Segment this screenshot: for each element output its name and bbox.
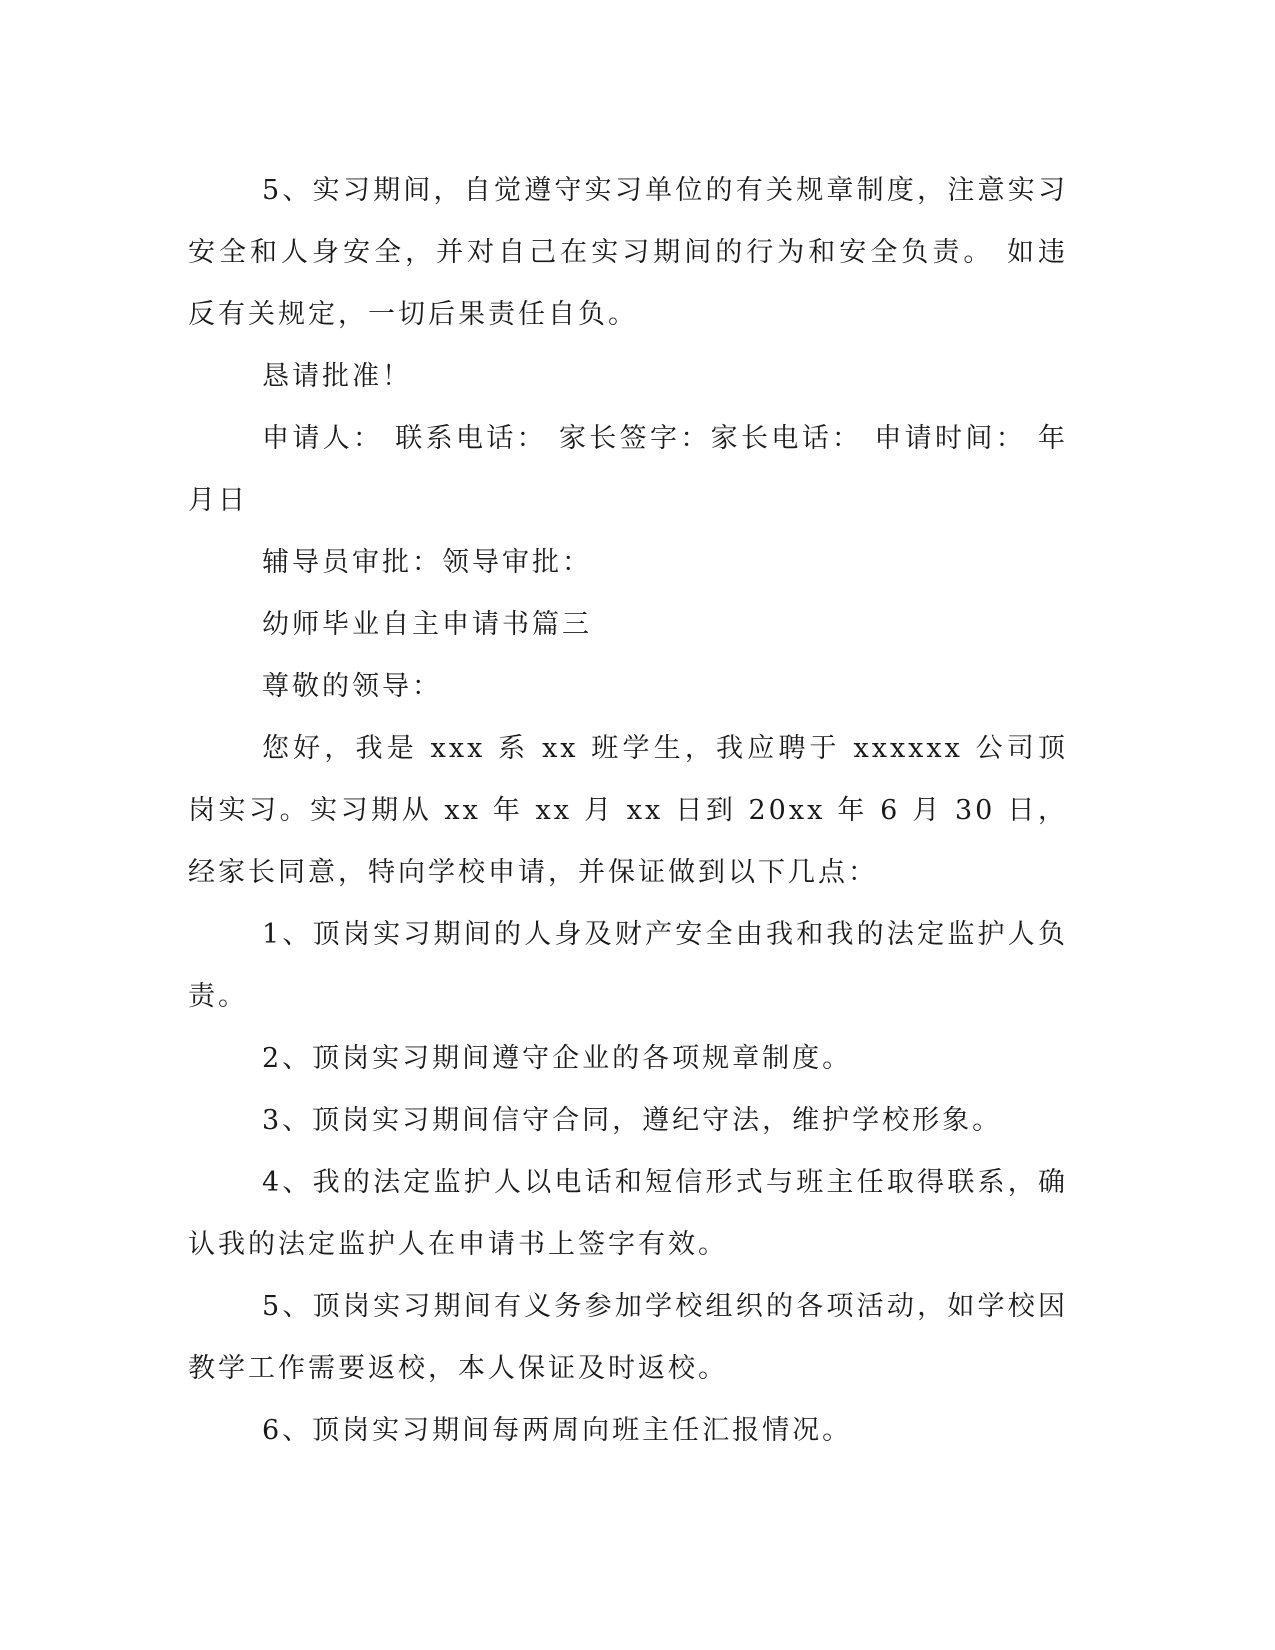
section-title: 幼师毕业自主申请书篇三 — [262, 609, 592, 640]
paragraph-item-1: 1、顶岗实习期间的人身及财产安全由我和我的法定监护人负责。 — [188, 919, 1068, 1012]
salutation: 尊敬的领导： — [262, 671, 442, 702]
paragraph-item-3: 3、顶岗实习期间信守合同，遵纪守法，维护学校形象。 — [262, 1105, 1003, 1136]
paragraph-item-2: 2、顶岗实习期间遵守企业的各项规章制度。 — [262, 1043, 853, 1074]
paragraph-item-6: 6、顶岗实习期间每两周向班主任汇报情况。 — [262, 1415, 853, 1446]
paragraph-approvals: 辅导员审批：领导审批： — [262, 547, 592, 578]
paragraph-item-5: 5、顶岗实习期间有义务参加学校组织的各项活动，如学校因教学工作需要返校，本人保证及时返校。 — [188, 1291, 1068, 1384]
document-body — [188, 160, 1068, 1462]
paragraph-request-approval: 恳请批准！ — [262, 361, 412, 392]
paragraph-applicant-info: 申请人： 联系电话： 家长签字：家长电话： 申请时间： 年 月日 — [188, 423, 1068, 516]
paragraph-item-4: 4、我的法定监护人以电话和短信形式与班主任取得联系，确认我的法定监护人在申请书上签字有效。 — [188, 1167, 1068, 1260]
paragraph-intro: 您好，我是 xxx 系 xx 班学生，我应聘于 xxxxxx 公司顶岗实习。实习期从 xx 年 xx 月 xx 日到 20xx 年 6 月 30 日，经家长同意，特向学校申请，并保证做到以下几点： — [188, 733, 1068, 888]
paragraph-item-5-safety: 5、实习期间，自觉遵守实习单位的有关规章制度，注意实习安全和人身安全，并对自己在实习期间的行为和安全负责。 如违反有关规定，一切后果责任自负。 — [188, 175, 1068, 330]
